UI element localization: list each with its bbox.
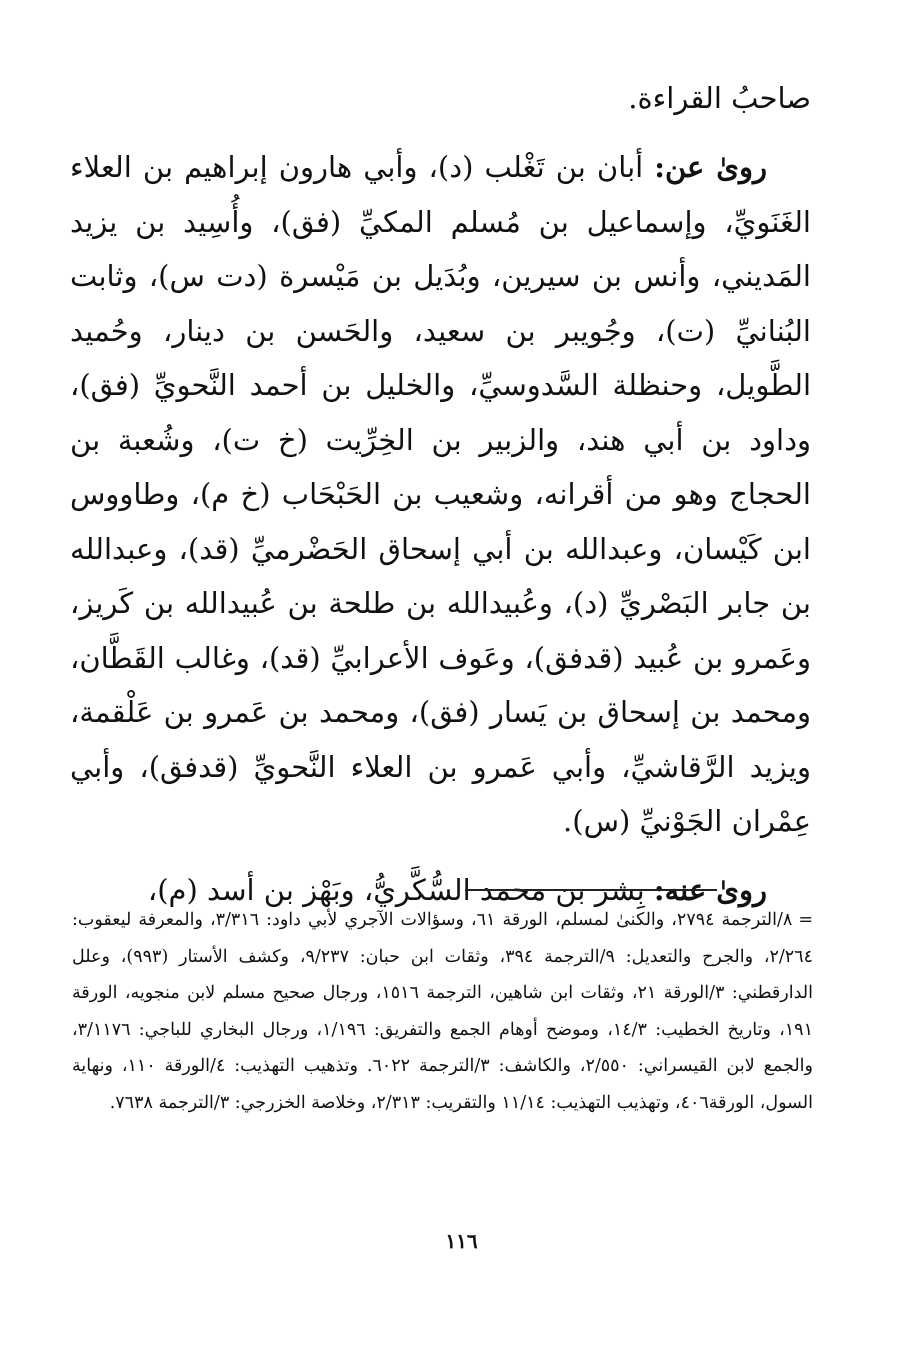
narrated-from-label: روىٰ عن: <box>654 150 768 184</box>
narrated-by-text: بِشر بن محمد السُّكَّريُّ، وبَهْز بن أسد (م)، <box>147 872 645 907</box>
footnote-separator <box>465 889 717 891</box>
page-number: ١١٦ <box>445 1229 478 1253</box>
narrated-from-paragraph <box>70 140 811 849</box>
footnote <box>72 902 813 1121</box>
previous-entry-end-line: صاحبُ القراءة. <box>628 81 811 115</box>
narrated-by-label: روىٰ عنه: <box>653 872 767 907</box>
footnote-text: ٨/الترجمة ٢٧٩٤، والكنىٰ لمسلم، الورقة ٦١، وسؤالات الآجري لأبي داود: ٣/٣١٦، والمعرفة ليعقوب: ٢/٢٦٤، والجرح والتعديل: ٩/الترجمة ٣٩٤، وثقات ابن حبان: ٩/٢٣٧، وكشف الأستار (٩٩٣)، وعلل الدارقطني: ٣/الورقة ٢١، وثقات ابن شاهين، الترجمة ١٥١٦، ورجال صحيح مسلم لابن منجويه، الورقة ١٩١، وتاريخ الخطيب: ١٤/٣، وموضح أوهام الجمع والتفريق: ١/١٩٦، ورجال البخاري للباجي: ٣/١١٧٦، والجمع لابن القيسراني: ٢/٥٥٠، والكاشف: ٣/الترجمة ٦٠٢٢. وتذهيب التهذيب: ٤/الورقة ١١٠، ونهاية السول، الورقة٤٠٦، وتهذيب التهذيب: ١١/١٤ والتقريب: ٢/٣١٣، وخلاصة الخزرجي: ٣/الترجمة ٧٦٣٨. <box>72 910 813 1113</box>
narrated-from-text: أبان بن تَغْلب (د)، وأبي هارون إبراهيم بن العلاء الغَنَويِّ، وإسماعيل بن مُسلم المكيِّ (فق)، وأُسِيد بن يزيد المَديني، وأنس بن سيرين، وبُدَيل بن مَيْسرة (دت س)، وثابت البُنانيِّ (ت)، وجُويبر بن سعيد، والحَسن بن دينار، وحُميد الطَّويل، وحنظلة السَّدوسيِّ، والخليل بن أحمد النَّحويِّ (فق)، وداود بن أبي هند، والزبير بن الخِرِّيت (خ ت)، وشُعبة بن الحجاج وهو من أقرانه، وشعيب بن الحَبْحَاب (خ م)، وطاووس ابن كَيْسان، وعبدالله بن أبي إسحاق الحَضْرميِّ (قد)، وعبدالله بن جابر البَصْريِّ (د)، وعُبيدالله بن طلحة بن عُبيدالله بن كَريز، وعَمرو بن عُبيد (قدفق)، وعَوف الأعرابيِّ (قد)، وغالب القَطَّان، ومحمد بن إسحاق بن يَسار (فق)، ومحمد بن عَمرو بن عَلْقمة، ويزيد الرَّقاشيِّ، وأبي عَمرو بن العلاء النَّحويِّ (قدفق)، وأبي عِمْران الجَوْنيِّ (س). <box>70 150 811 838</box>
footnote-continuation-marker: = <box>798 910 813 930</box>
